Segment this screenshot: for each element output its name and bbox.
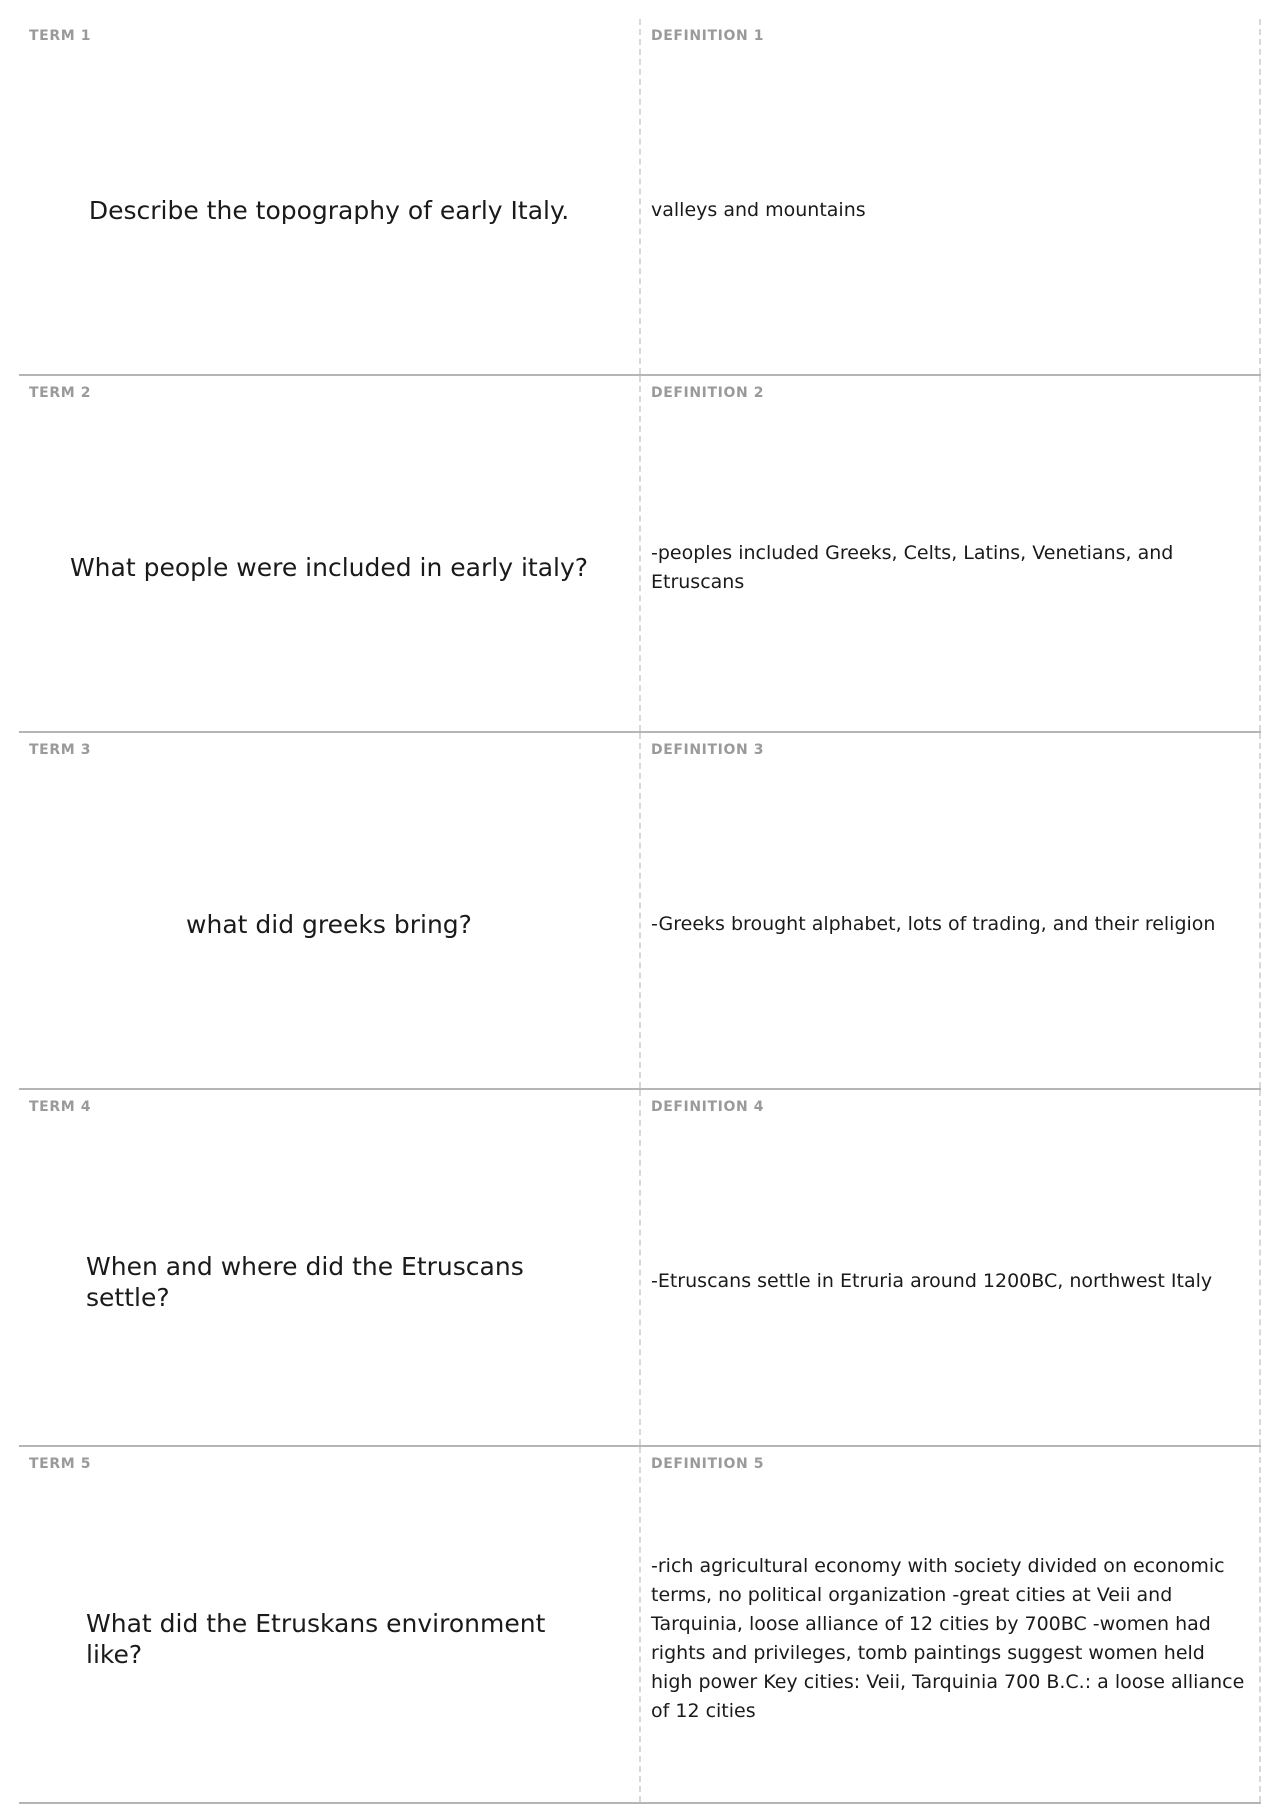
term-text: What people were included in early italy?: [69, 553, 589, 582]
definition-text: valleys and mountains: [651, 199, 866, 221]
term-body: [19, 53, 639, 368]
term-label: TERM 2: [29, 385, 92, 401]
term-text: What did the Etruskans environment like?: [86, 1608, 546, 1669]
definition-label: DEFINITION 5: [651, 1456, 765, 1472]
definition-label: DEFINITION 1: [651, 28, 765, 44]
definition-text: -rich agricultural economy with society divided on economic terms, no political organization -great cities at Veii and Tarquinia, loose alliance of 12 cities by 700BC -women had rights and privileges, tomb paintings suggest women held high power Key cities: Veii, Tarquinia 700 B.C.: a loose alliance of 12 cities: [651, 1554, 1245, 1722]
term-body: [19, 767, 639, 1082]
definition-cell: [641, 376, 1261, 731]
definition-label: DEFINITION 3: [651, 742, 765, 758]
term-body: [19, 410, 639, 725]
term-cell: [19, 376, 641, 731]
definition-body: [651, 767, 1249, 1082]
definition-text: -peoples included Greeks, Celts, Latins, Venetians, and Etruscans: [651, 541, 1174, 593]
term-text: When and where did the Etruscans settle?: [86, 1251, 524, 1312]
term-cell: [19, 1447, 641, 1802]
term-label: TERM 3: [29, 742, 92, 758]
term-label: TERM 5: [29, 1456, 92, 1472]
term-cell: [19, 733, 641, 1088]
flashcard-sheet: [19, 19, 1261, 1804]
term-cell: [19, 19, 641, 374]
definition-body: [651, 1124, 1249, 1439]
flashcard-row-4: [19, 1090, 1261, 1447]
definition-cell: [641, 733, 1261, 1088]
definition-text: -Etruscans settle in Etruria around 1200BC, northwest Italy: [651, 1270, 1213, 1292]
term-label: TERM 4: [29, 1099, 92, 1115]
definition-body: [651, 410, 1249, 725]
term-text: what did greeks bring?: [186, 910, 472, 939]
definition-label: DEFINITION 4: [651, 1099, 765, 1115]
definition-cell: [641, 1447, 1261, 1802]
flashcard-row-2: [19, 376, 1261, 733]
term-body: [19, 1481, 639, 1796]
definition-label: DEFINITION 2: [651, 385, 765, 401]
definition-cell: [641, 19, 1261, 374]
flashcard-row-1: [19, 19, 1261, 376]
term-label: TERM 1: [29, 28, 92, 44]
definition-body: [651, 53, 1249, 368]
flashcard-row-5: [19, 1447, 1261, 1804]
flashcard-row-3: [19, 733, 1261, 1090]
definition-text: -Greeks brought alphabet, lots of trading, and their religion: [651, 913, 1216, 935]
term-text: Describe the topography of early Italy.: [88, 196, 570, 225]
definition-cell: [641, 1090, 1261, 1445]
definition-body: [651, 1481, 1249, 1796]
term-body: [19, 1124, 639, 1439]
term-cell: [19, 1090, 641, 1445]
